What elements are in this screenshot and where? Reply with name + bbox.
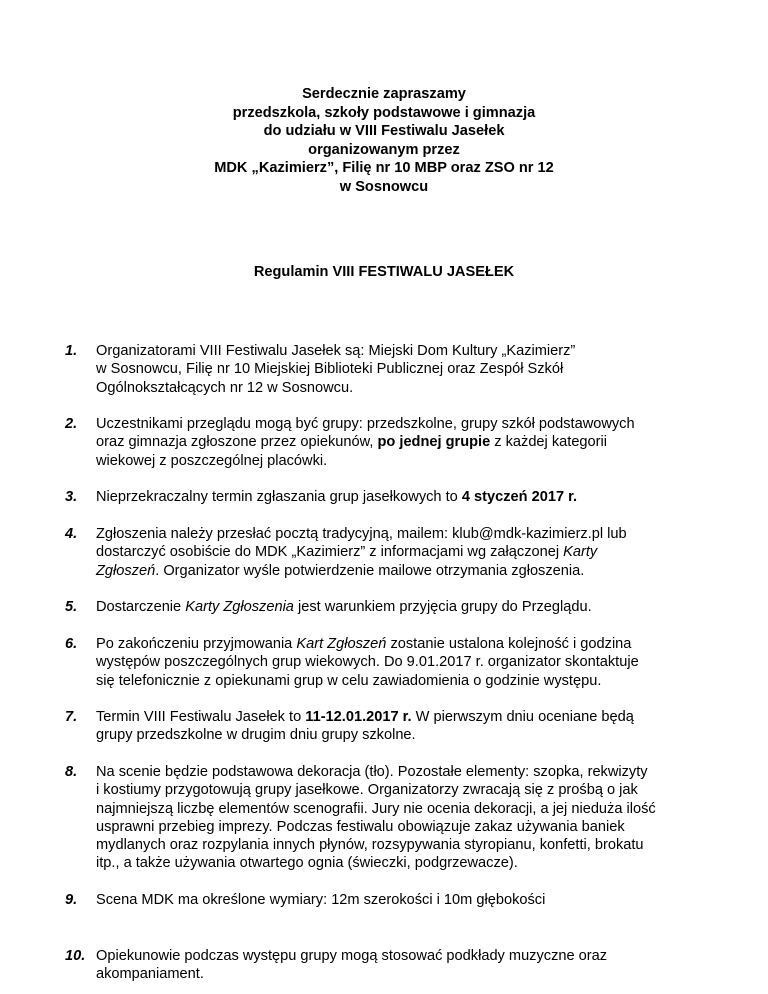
rule-number: 3. xyxy=(65,489,78,505)
rule-text xyxy=(96,891,725,947)
rule-line: akompaniament. xyxy=(96,966,204,983)
rule-line: Nieprzekraczalny termin zgłaszania grup jasełkowych to 4 styczeń 2017 r. xyxy=(96,489,578,505)
rule-item-9 xyxy=(65,891,725,947)
rule-item-1 xyxy=(65,342,725,415)
rule-item-5 xyxy=(65,598,725,635)
rule-line: się telefonicznie z opiekunami grup w celu zawiadomienia o godzinie występu. xyxy=(96,672,602,689)
emphasis-bold: po jednej grupie xyxy=(377,434,491,451)
rule-number: 10. xyxy=(65,948,86,964)
rule-line: wiekowej z poszczególnej placówki. xyxy=(96,452,328,469)
rule-line: Zgłoszeń. Organizator wyśle potwierdzenie mailowe otrzymania zgłoszenia. xyxy=(96,562,585,579)
rule-line: Opiekunowie podczas występu grupy mogą stosować podkłady muzyczne oraz xyxy=(96,948,608,964)
rule-line: w Sosnowcu, Filię nr 10 Miejskiej Biblioteki Publicznej oraz Zespół Szkół xyxy=(96,361,564,378)
rule-line: Scena MDK ma określone wymiary: 12m szerokości i 10m głębokości xyxy=(96,892,546,908)
header-line: do udziału w VIII Festiwalu Jasełek xyxy=(263,123,505,139)
rule-line: Na scenie będzie podstawowa dekoracja (tło). Pozostałe elementy: szopka, rekwizyty xyxy=(96,764,648,780)
rule-line: występów poszczególnych grup wiekowych. Do 9.01.2017 r. organizator skontaktuje xyxy=(96,654,639,671)
rule-item-2 xyxy=(65,415,725,488)
invitation-header xyxy=(0,85,768,196)
rule-line: oraz gimnazja zgłoszone przez opiekunów, po jednej grupie z każdej kategorii xyxy=(96,434,608,451)
rule-text xyxy=(96,525,725,598)
rule-item-8 xyxy=(65,763,725,891)
rule-item-3 xyxy=(65,488,725,525)
rule-line: Dostarczenie Karty Zgłoszenia jest warunkiem przyjęcia grupy do Przeglądu. xyxy=(96,599,592,615)
rule-item-10 xyxy=(65,947,725,984)
rule-text xyxy=(96,708,725,763)
emphasis-italic: Kart Zgłoszeń xyxy=(296,636,387,652)
rule-number: 2. xyxy=(65,416,78,432)
rule-text xyxy=(96,415,725,488)
rule-number: 6. xyxy=(65,636,78,652)
rule-line: najmniejszą liczbę elementów scenografii. Jury nie ocenia dekoracji, a jej nieduża ilość xyxy=(96,800,656,817)
header-line: Serdecznie zapraszamy xyxy=(302,86,466,102)
rule-line: i kostiumy przygotowują grupy jasełkowe. Organizatorzy zwracają się z prośbą o jak xyxy=(96,782,638,799)
rule-item-7 xyxy=(65,708,725,763)
emphasis-italic: Zgłoszeń xyxy=(96,562,156,579)
rule-text xyxy=(96,598,725,635)
rule-line: usprawni przebieg imprezy. Podczas festiwalu obowiązuje zakaz używania baniek xyxy=(96,818,625,835)
rule-line: Organizatorami VIII Festiwalu Jasełek są: Miejski Dom Kultury „Kazimierz” xyxy=(96,343,576,359)
rule-line: Po zakończeniu przyjmowania Kart Zgłoszeń zostanie ustalona kolejność i godzina xyxy=(96,636,632,652)
rule-line: Uczestnikami przeglądu mogą być grupy: przedszkolne, grupy szkół podstawowych xyxy=(96,416,635,432)
rule-line: Zgłoszenia należy przesłać pocztą tradycyjną, mailem: klub@mdk-kazimierz.pl lub xyxy=(96,526,627,542)
rules-list xyxy=(65,342,725,984)
header-line: w Sosnowcu xyxy=(339,178,429,195)
rule-line: itp., a także używania otwartego ognia (świeczki, podgrzewacze). xyxy=(96,855,518,872)
emphasis-italic: Karty Zgłoszenia xyxy=(185,599,294,615)
rule-text xyxy=(96,947,725,984)
emphasis-italic: Karty xyxy=(563,544,598,561)
rule-number: 9. xyxy=(65,892,78,908)
rule-line: Ogólnokształcących nr 12 w Sosnowcu. xyxy=(96,379,354,396)
rule-number: 8. xyxy=(65,764,78,780)
rule-number: 7. xyxy=(65,709,78,725)
header-line: przedszkola, szkoły podstawowe i gimnazja xyxy=(232,104,536,121)
rule-number: 5. xyxy=(65,599,78,615)
rule-text xyxy=(96,635,725,708)
document-title: Regulamin VIII FESTIWALU JASEŁEK xyxy=(253,264,515,280)
rule-item-6 xyxy=(65,635,725,708)
rule-text xyxy=(96,488,725,525)
rule-line: mydlanych oraz rozpylania innych płynów, rozsypywania styropianu, konfetti, brokatu xyxy=(96,837,644,854)
header-line: MDK „Kazimierz”, Filię nr 10 MBP oraz ZSO nr 12 xyxy=(214,160,554,176)
rule-item-4 xyxy=(65,525,725,598)
rule-number: 1. xyxy=(65,343,78,359)
rule-text xyxy=(96,763,725,891)
header-line: organizowanym przez xyxy=(308,141,460,158)
rule-number: 4. xyxy=(65,526,78,542)
rule-line: grupy przedszkolne w drugim dniu grupy szkolne. xyxy=(96,727,416,744)
rule-line: dostarczyć osobiście do MDK „Kazimierz” z informacjami wg załączonej Karty xyxy=(96,544,598,561)
rule-line: Termin VIII Festiwalu Jasełek to 11-12.01.2017 r. W pierwszym dniu oceniane będą xyxy=(96,709,634,725)
rule-text xyxy=(96,342,725,415)
festival-dates: 11-12.01.2017 r. xyxy=(305,709,412,725)
deadline-date: 4 styczeń 2017 r. xyxy=(461,489,578,505)
